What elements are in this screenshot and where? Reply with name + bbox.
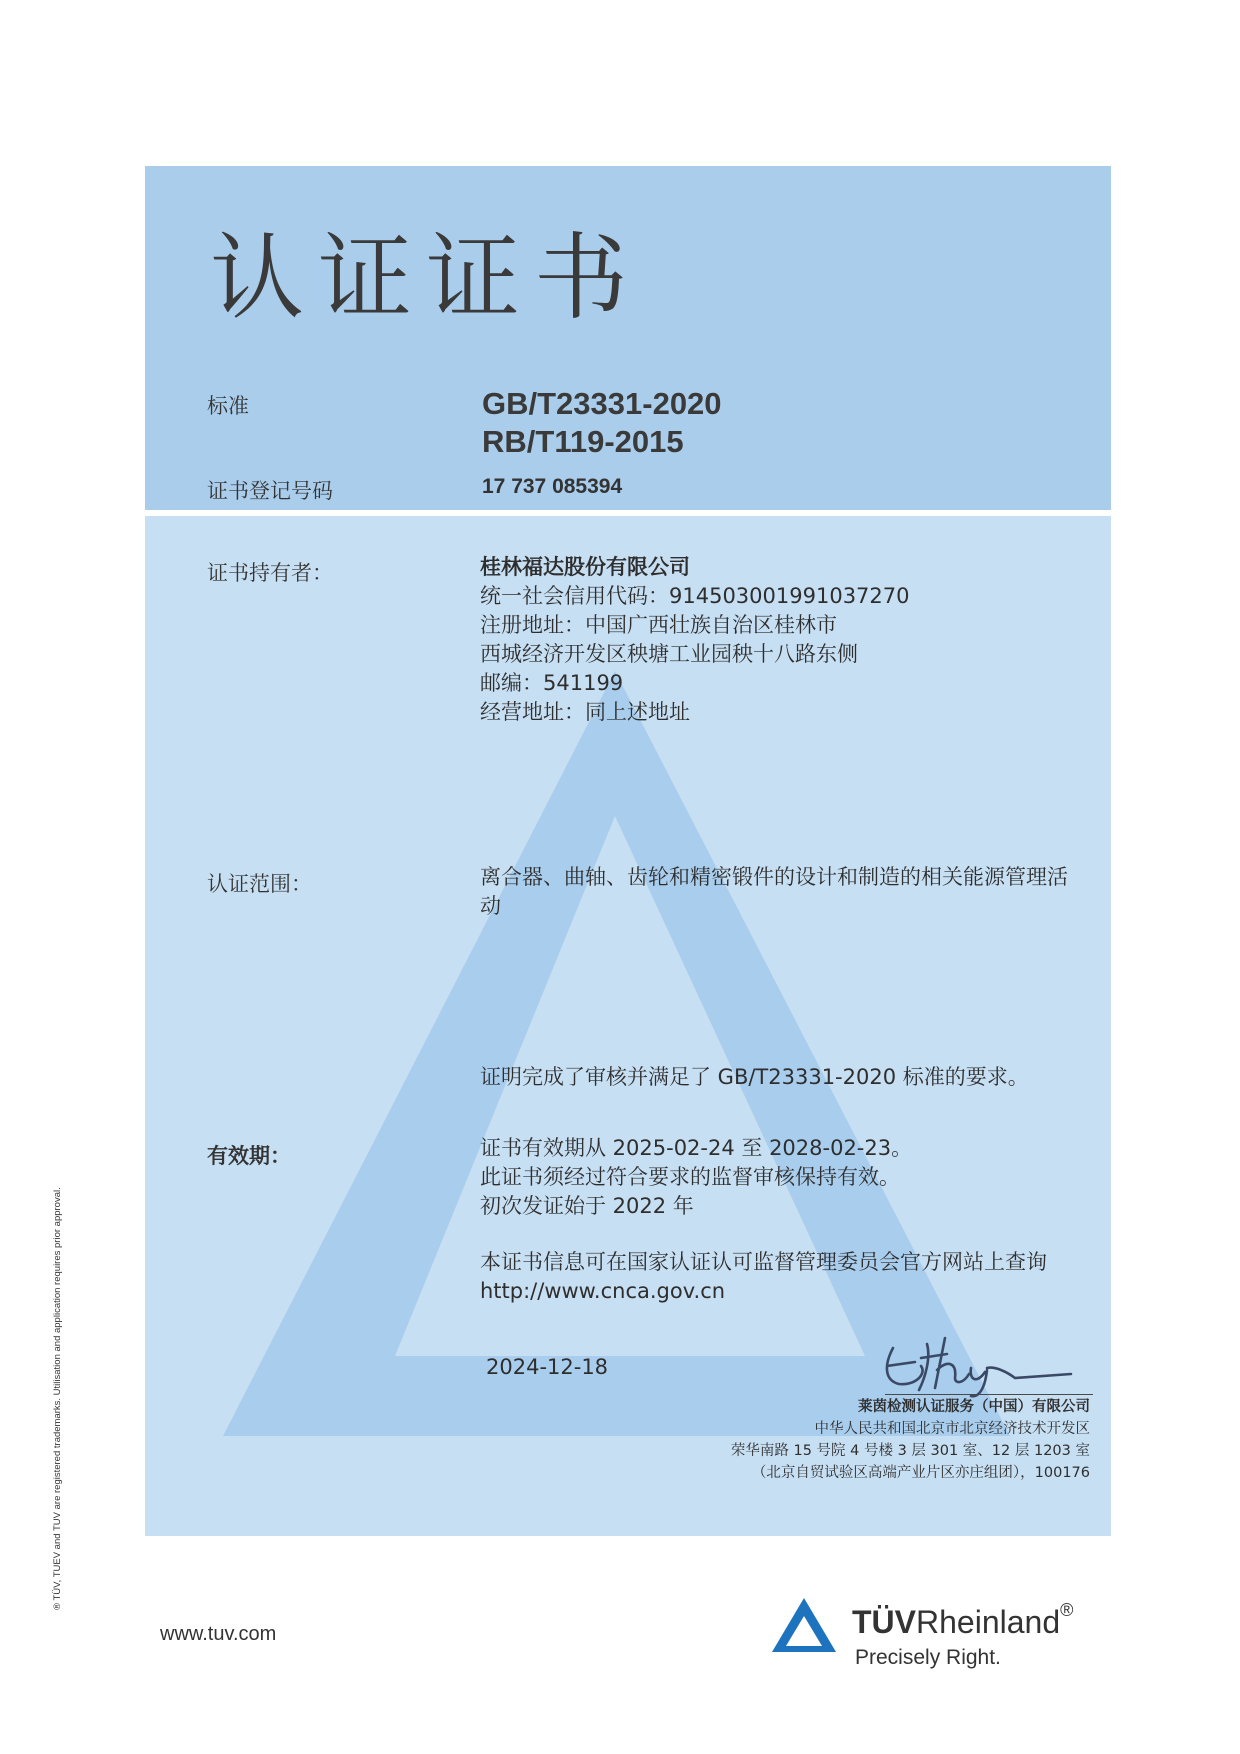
holder-address-2: 西城经济开发区秧塘工业园秧十八路东侧: [480, 642, 858, 666]
holder-operating-address: 经营地址：同上述地址: [480, 700, 690, 724]
brand-name: [852, 1600, 1074, 1641]
holder-credit-code: 统一社会信用代码：914503001991037270: [480, 584, 910, 608]
holder-address-1: 注册地址：中国广西壮族自治区桂林市: [480, 613, 837, 637]
validity-line-1: 证书有效期从 2025-02-24 至 2028-02-23。: [480, 1136, 913, 1160]
validity-line-3: 初次发证始于 2022 年: [480, 1194, 694, 1218]
query-text: 本证书信息可在国家认证认可监督管理委员会官方网站上查询: [480, 1250, 1047, 1274]
issuer-address-3: （北京自贸试验区高端产业片区亦庄组团），100176: [751, 1465, 1090, 1481]
signature-line: [885, 1394, 1093, 1395]
holder-postcode: 邮编：541199: [480, 671, 624, 695]
signature: [875, 1318, 1075, 1398]
validity-line-2: 此证书须经过符合要求的监督审核保持有效。: [480, 1165, 900, 1189]
registration-label: 证书登记号码: [207, 479, 333, 503]
brand-bold: TÜV: [852, 1604, 916, 1640]
footer-website[interactable]: www.tuv.com: [160, 1623, 277, 1645]
trademark-note: ® TÜV, TUEV and TUV are registered trademarks. Utilisation and application requires prior approval.: [52, 1187, 63, 1610]
holder-label: 证书持有者：: [207, 561, 333, 585]
validity-label: 有效期：: [207, 1144, 291, 1168]
compliance-statement: 证明完成了审核并满足了 GB/T23331-2020 标准的要求。: [480, 1065, 1029, 1089]
brand-slogan: Precisely Right.: [855, 1646, 1001, 1669]
standard-value-1: GB/T23331-2020: [482, 386, 722, 421]
issuer-name: 莱茵检测认证服务（中国）有限公司: [858, 1399, 1090, 1415]
brand-rest: Rheinland: [916, 1604, 1061, 1640]
scope-label: 认证范围：: [207, 872, 312, 896]
scope-line-2: 动: [480, 894, 501, 918]
holder-company: 桂林福达股份有限公司: [480, 555, 690, 579]
registration-number: 17 737 085394: [482, 475, 623, 498]
certificate-title: 认证证书: [210, 224, 643, 333]
registered-mark: ®: [1060, 1600, 1074, 1620]
issue-date: 2024-12-18: [486, 1355, 609, 1379]
query-url[interactable]: http://www.cnca.gov.cn: [480, 1279, 726, 1303]
issuer-address-1: 中华人民共和国北京市北京经济技术开发区: [814, 1421, 1090, 1437]
tuv-logo-icon: [770, 1596, 838, 1654]
scope-line-1: 离合器、曲轴、齿轮和精密锻件的设计和制造的相关能源管理活: [480, 865, 1068, 889]
issuer-address-2: 荣华南路 15 号院 4 号楼 3 层 301 室、12 层 1203 室: [730, 1443, 1090, 1459]
standard-label: 标准: [207, 394, 249, 418]
standard-value-2: RB/T119-2015: [482, 424, 684, 459]
